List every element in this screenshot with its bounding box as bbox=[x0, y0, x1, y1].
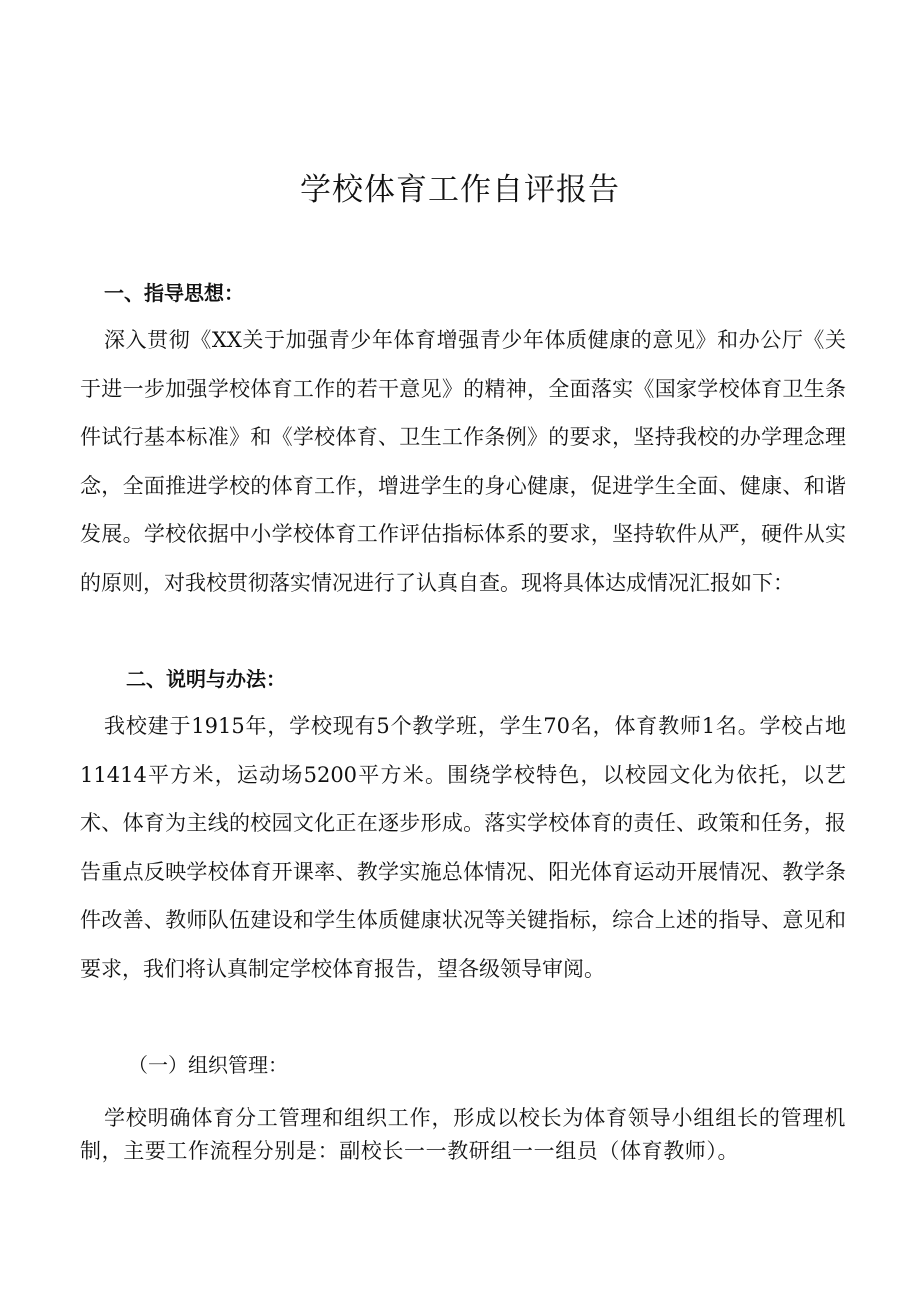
subsection-heading-organization-management: （一）组织管理： bbox=[128, 1053, 288, 1077]
section-heading-explanation-methods: 二、说明与办法： bbox=[126, 667, 286, 691]
paragraph-school-overview: 我校建于1915年，学校现有5个教学班，学生70名，体育教师1名。学校占地11414平方米，运动场5200平方米。围绕学校特色，以校园文化为依托，以艺术、体育为主线的校园文化正在逐步形成。落实学校体育的责任、政策和任务，报告重点反映学校体育开课率、教学实施总体情况、阳光体育运动开展情况、教学条件改善、教师队伍建设和学生体质健康状况等关键指标，综合上述的指导、意见和要求，我们将认真制定学校体育报告，望各级领导审阅。 bbox=[80, 714, 846, 981]
section-heading-guiding-ideology: 一、指导思想： bbox=[104, 281, 244, 305]
paragraph-organization-management: 学校明确体育分工管理和组织工作，形成以校长为体育领导小组组长的管理机制，主要工作流程分别是：副校长一一教研组一一组员（体育教师）。 bbox=[80, 1106, 846, 1163]
page-title: 学校体育工作自评报告 bbox=[300, 172, 620, 208]
paragraph-guiding-ideology: 深入贯彻《XX关于加强青少年体育增强青少年体质健康的意见》和办公厅《关于进一步加强学校体育工作的若干意见》的精神，全面落实《国家学校体育卫生条件试行基本标准》和《学校体育、卫生工作条例》的要求，坚持我校的办学理念理念，全面推进学校的体育工作，增进学生的身心健康，促进学生全面、健康、和谐发展。学校依据中小学校体育工作评估指标体系的要求，坚持软件从严，硬件从实的原则，对我校贯彻落实情况进行了认真自查。现将具体达成情况汇报如下： bbox=[80, 328, 846, 595]
